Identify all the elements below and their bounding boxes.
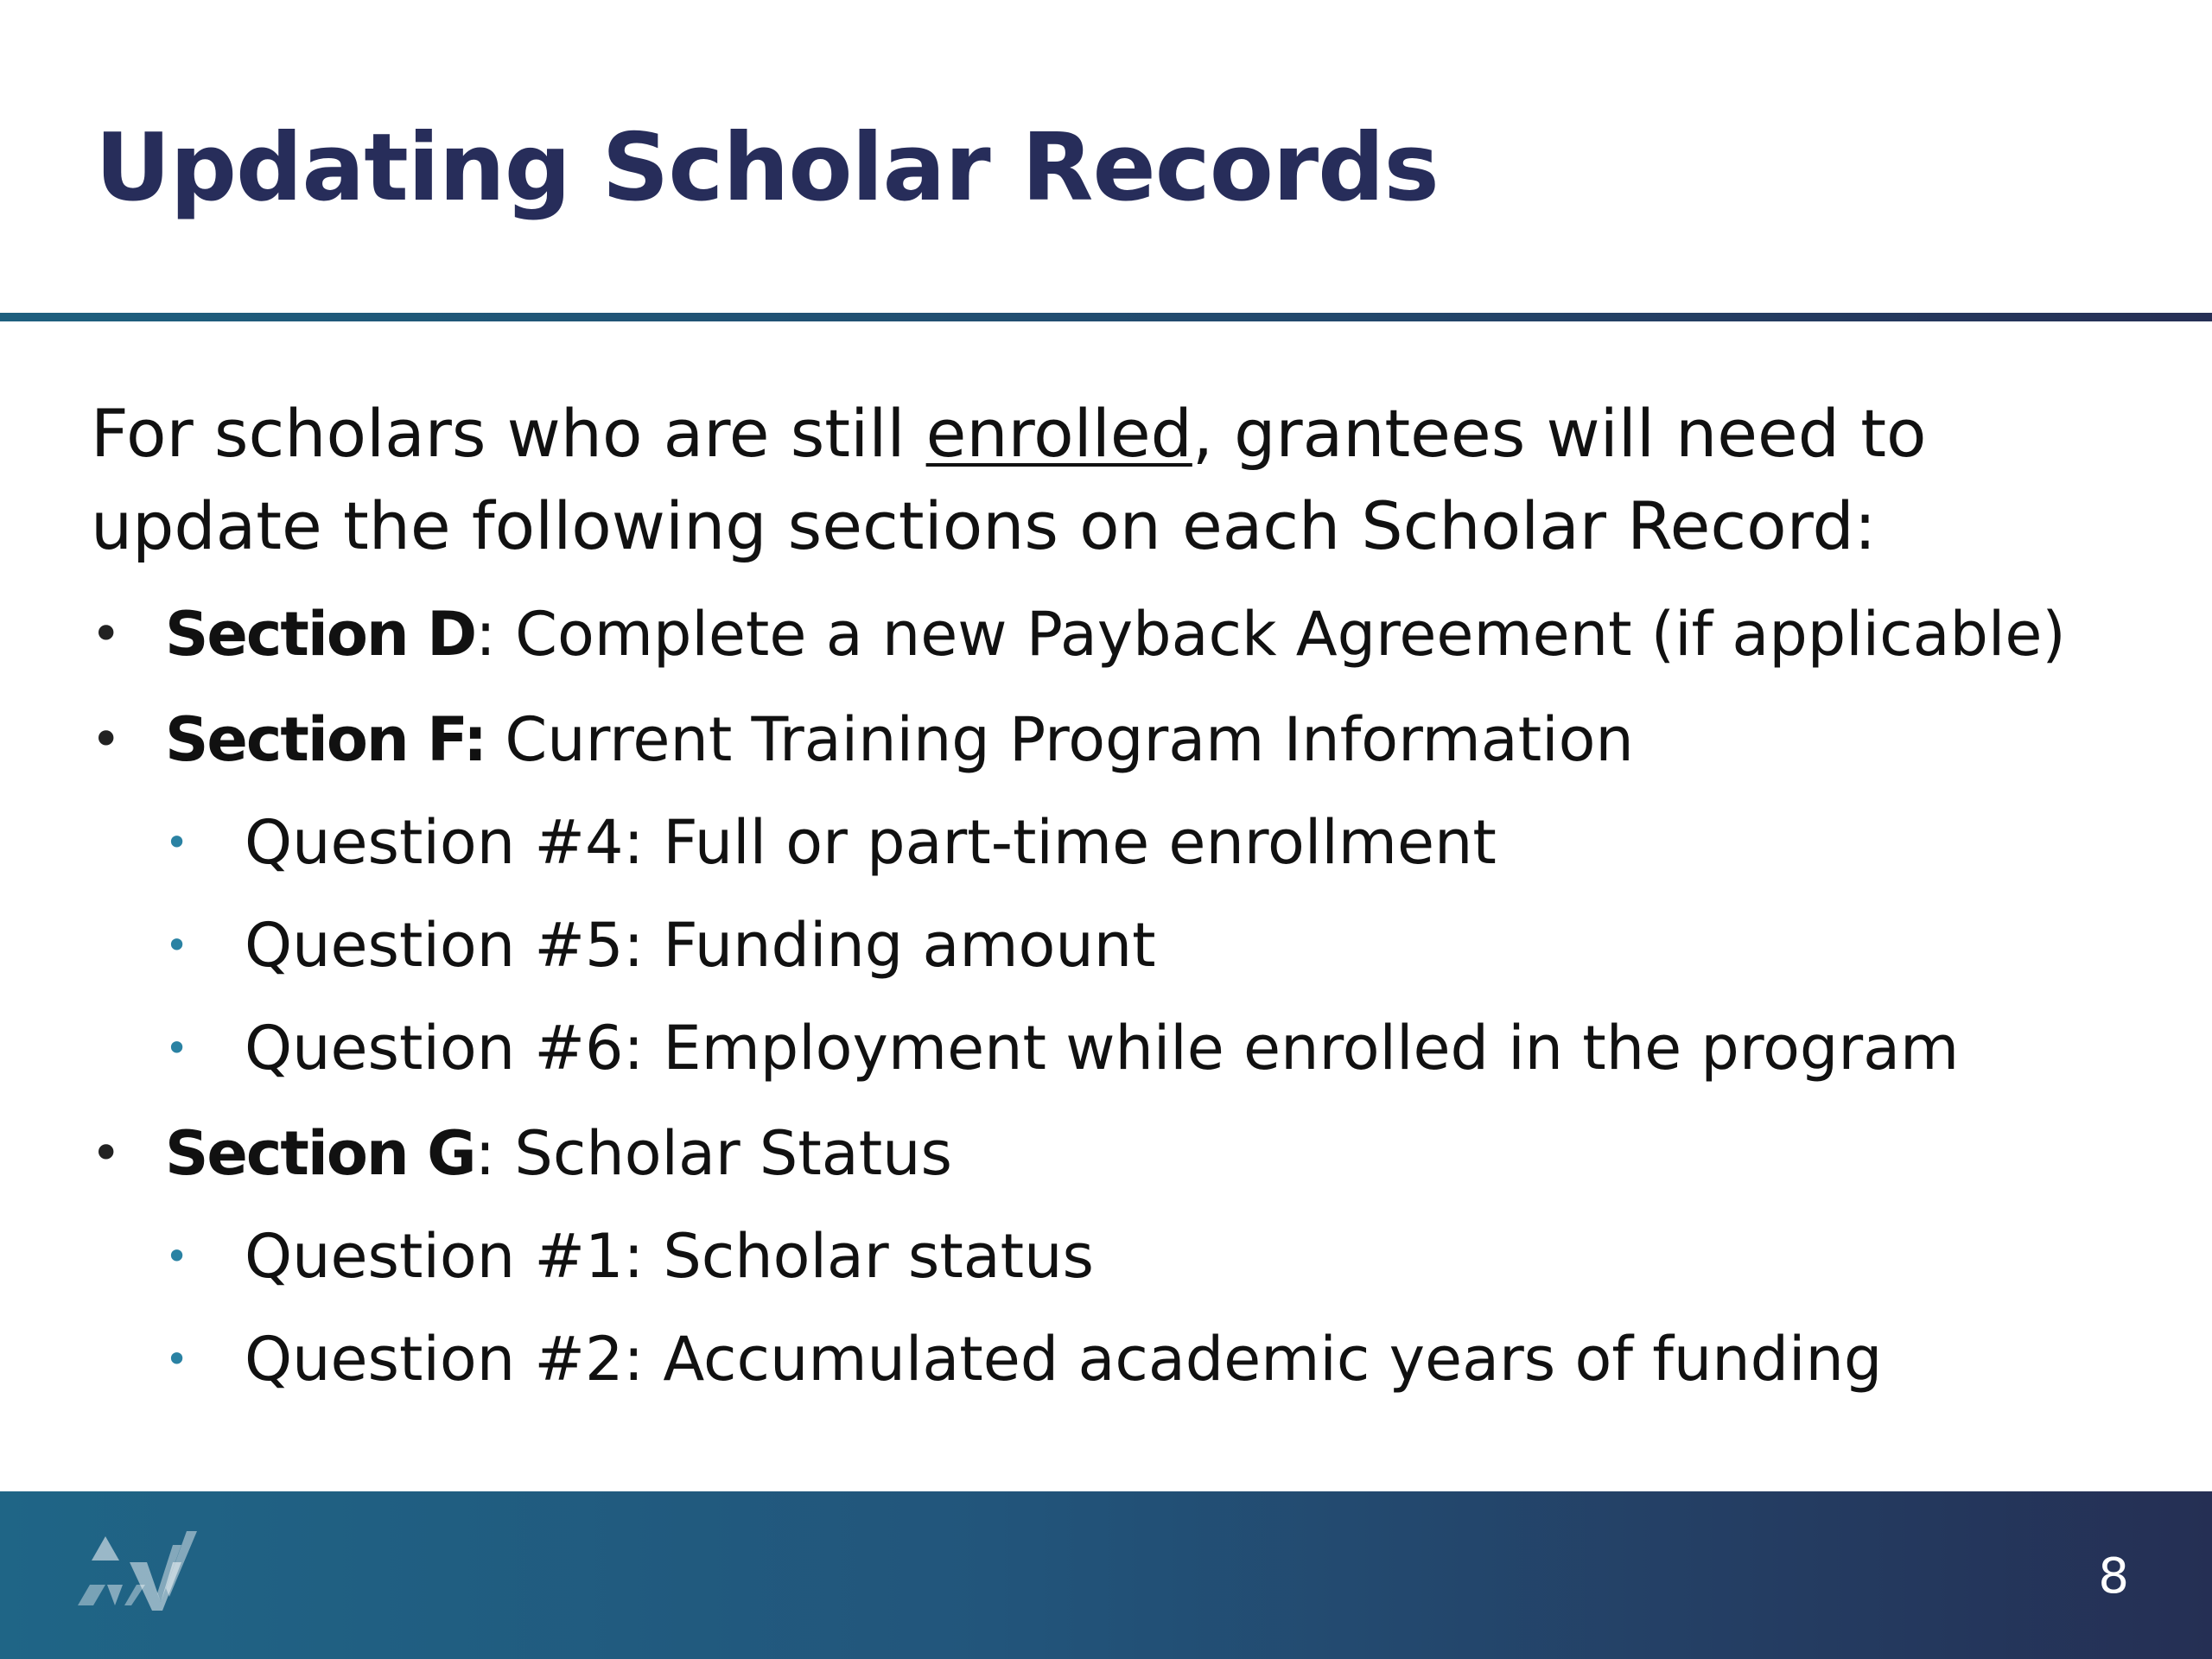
sub-item-text: Question #1: Scholar status — [245, 1221, 1094, 1292]
bullet-icon: • — [91, 604, 122, 664]
section-item-f — [91, 696, 2147, 783]
sub-item-question — [165, 1316, 2147, 1402]
triangle-chevron-logo-icon — [76, 1528, 223, 1614]
sub-list — [91, 799, 2147, 1091]
page-number: 8 — [2098, 1548, 2129, 1605]
section-text: Current Training Program Information — [486, 704, 1634, 775]
sub-bullet-icon: • — [165, 819, 189, 866]
sub-item-question — [165, 1213, 2147, 1300]
footer-bar — [0, 1491, 2212, 1659]
intro-text-before: For scholars who are still — [91, 395, 926, 472]
section-label: Section D — [165, 599, 476, 670]
section-text: : Complete a new Payback Agreement (if applicable) — [475, 599, 2066, 670]
title-divider — [0, 313, 2212, 321]
bullet-icon: • — [91, 1123, 122, 1184]
sub-item-text: Question #5: Funding amount — [245, 910, 1156, 981]
section-item-d — [91, 591, 2147, 677]
intro-paragraph — [91, 387, 2147, 572]
sub-item-question — [165, 1005, 2147, 1091]
intro-underlined-word: enrolled — [925, 395, 1192, 472]
sub-item-text: Question #6: Employment while enrolled in the program — [245, 1013, 1960, 1084]
sub-list — [91, 1213, 2147, 1402]
section-text: : Scholar Status — [474, 1118, 952, 1189]
bullet-icon: • — [91, 709, 122, 770]
sub-item-question — [165, 799, 2147, 886]
intro-text-after: , grantees will need to update the following sections on each Scholar Record: — [91, 395, 1927, 564]
sub-item-question — [165, 902, 2147, 988]
section-label: Section F: — [165, 704, 486, 775]
slide-body — [91, 387, 2147, 1402]
sub-bullet-icon: • — [165, 1025, 189, 1071]
section-f-subitems — [91, 799, 2147, 1091]
section-item-g — [91, 1110, 2147, 1197]
section-label: Section G — [165, 1118, 475, 1189]
sub-bullet-icon: • — [165, 922, 189, 969]
sub-item-text: Question #4: Full or part-time enrollment — [245, 807, 1497, 878]
section-list — [91, 591, 2147, 1402]
sub-item-text: Question #2: Accumulated academic years of funding — [245, 1324, 1883, 1395]
sub-bullet-icon: • — [165, 1336, 189, 1382]
section-g-subitems — [91, 1213, 2147, 1402]
slide-title: Updating Scholar Records — [95, 114, 1439, 222]
sub-bullet-icon: • — [165, 1233, 189, 1280]
